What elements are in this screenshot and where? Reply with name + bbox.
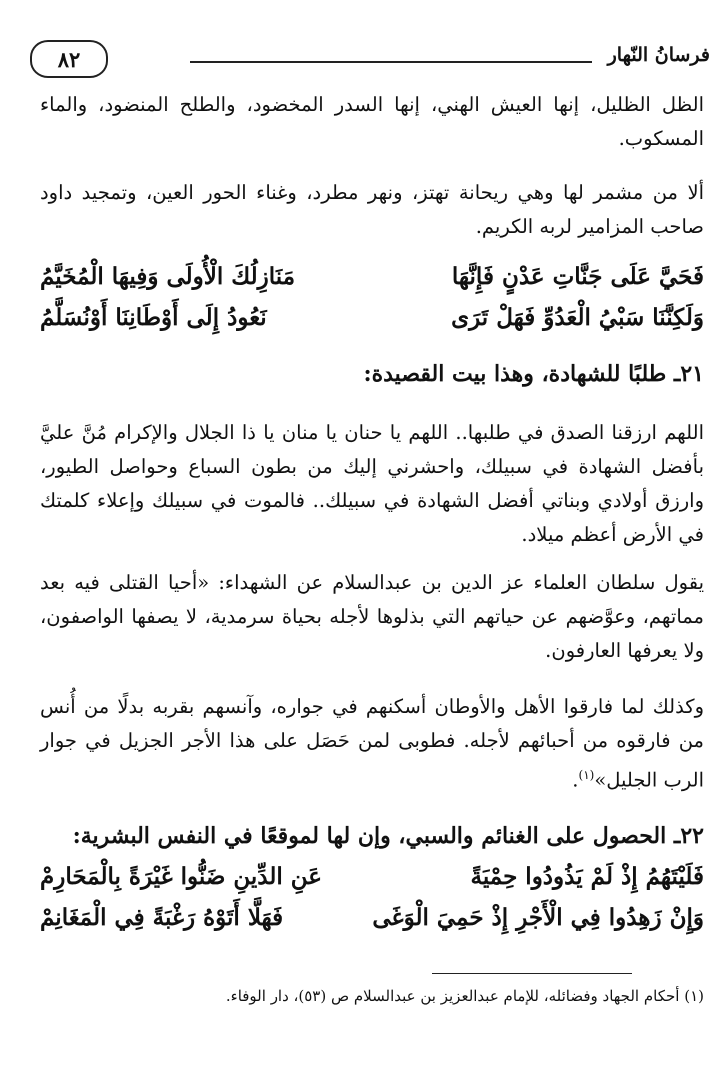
paragraph-5-text: وكذلك لما فارقوا الأهل والأوطان أسكنهم في جواره، وآنسهم بقربه بدلًا من أُنس من فارقوه من أحبائهم لأجله. فطوبى لمن حَصَل على هذا الأجر الجزيل في جوار الرب الجليل» bbox=[40, 695, 704, 792]
page-header bbox=[30, 40, 710, 80]
hemistich-first: وَإِنْ زَهِدُوا فِي الْأَجْرِ إِذْ حَمِيَ الْوَغَى bbox=[372, 904, 704, 931]
paragraph-1: الظل الظليل، إنها العيش الهني، إنها السدر المخضود، والطلح المنضود، والماء المسكوب. bbox=[40, 93, 704, 150]
hemistich-first: فَحَيَّ عَلَى جَنَّاتِ عَدْنٍ فَإِنَّهَا bbox=[451, 263, 704, 290]
section-heading-21: ٢١ـ طلبًا للشهادة، وهذا بيت القصيدة: bbox=[363, 361, 704, 387]
footnote: (١) أحكام الجهاد وفضائله، للإمام عبدالعزيز بن عبدالسلام ص (٥٣)، دار الوفاء. bbox=[225, 987, 704, 1005]
paragraph-2: ألا من مشمر لها وهي ريحانة تهتز، ونهر مطرد، وغناء الحور العين، وتمجيد داود صاحب المزامير لربه الكريم. bbox=[40, 181, 704, 238]
paragraph-5-end: . bbox=[572, 768, 579, 792]
verse bbox=[40, 856, 704, 897]
hemistich-first: وَلَكِنَّنَا سَبْيُ الْعَدُوِّ فَهَلْ تَرَى bbox=[451, 304, 704, 331]
footnote-reference[interactable]: (١) bbox=[578, 768, 595, 782]
paragraph-3: اللهم ارزقنا الصدق في طلبها.. اللهم يا حنان يا منان يا ذا الجلال والإكرام مُنَّ عليَّ بأفضل الشهادة في سبيلك، واحشرني إليك من بطون السباع وحواصل الطيور، وارزق أولادي وبناتي أفضل الشهادة في سبيلك.. فالموت في سبيلك وإعلاء كلمتك في الأرض أعظم ميلاد. bbox=[40, 421, 704, 546]
paragraph-4: يقول سلطان العلماء عز الدين بن عبدالسلام عن الشهداء: «أحيا القتلى فيه بعد مماتهم، وعوَّضهم عن حياتهم التي بذلوها لأجله بحياة سرمدية، لا يصفها الواصفون، ولا يعرفها العارفون. bbox=[40, 571, 704, 662]
book-title: فرسانُ النّهار bbox=[607, 44, 710, 66]
hemistich-second: نَعُودُ إِلَى أَوْطَانِنَا أَوْنُسَلَّمُ bbox=[40, 304, 267, 331]
section-heading-22: ٢٢ـ الحصول على الغنائم والسبي، وإن لها لموقعًا في النفس البشرية: bbox=[72, 823, 704, 849]
header-rule bbox=[190, 61, 592, 63]
paragraph-5 bbox=[40, 690, 704, 798]
hemistich-second: عَنِ الدِّينِ ضَنُّوا غَيْرَةً بِالْمَحَارِمْ bbox=[40, 863, 323, 890]
verse bbox=[40, 897, 704, 938]
poem-1 bbox=[40, 256, 704, 338]
verse bbox=[40, 256, 704, 297]
hemistich-second: فَهَلَّا أَتَوْهُ رَغْبَةً فِي الْمَغَانِمْ bbox=[40, 904, 284, 931]
poem-2 bbox=[40, 856, 704, 938]
hemistich-second: مَنَازِلُكَ الْأُولَى وَفِيهَا الْمُخَيَّمُ bbox=[40, 263, 296, 290]
footnote-separator bbox=[432, 973, 632, 974]
hemistich-first: فَلَيْتَهُمُ إِذْ لَمْ يَذُودُوا حِمْيَةً bbox=[470, 863, 704, 890]
verse bbox=[40, 297, 704, 338]
page-number: ٨٢ bbox=[30, 40, 108, 78]
